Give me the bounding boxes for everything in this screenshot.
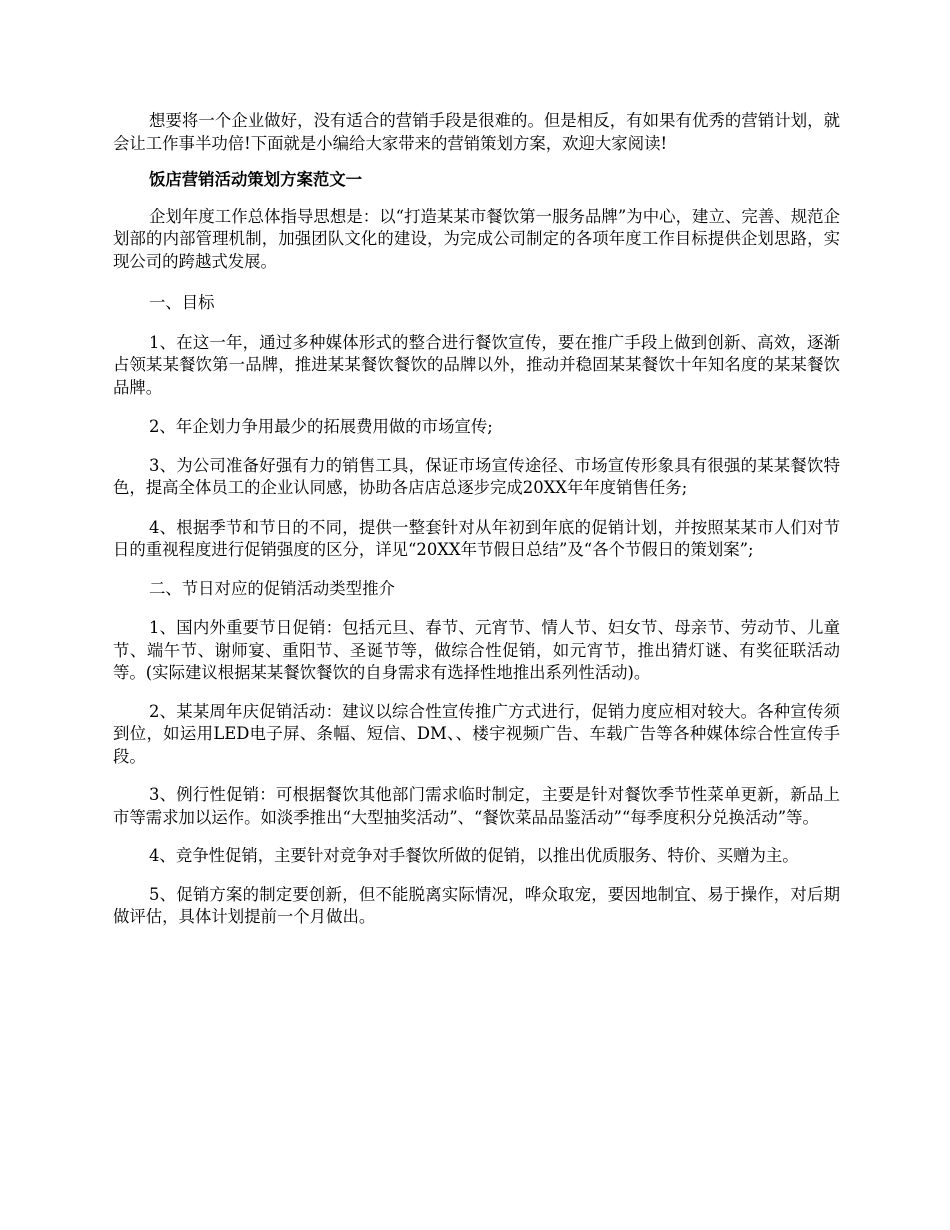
guideline-paragraph: 企划年度工作总体指导思想是：以“打造某某市餐饮第一服务品牌”为中心，建立、完善、规范企划部的内部管理机制，加强团队文化的建设，为完成公司制定的各项年度工作目标提供企划思路，实现公司的跨越式发展。 <box>113 206 840 271</box>
goal-item-1: 1、在这一年，通过多种媒体形式的整合进行餐饮宣传，要在推广手段上做到创新、高效，逐渐占领某某餐饮第一品牌，推进某某餐饮餐饮的品牌以外，推动并稳固某某餐饮十年知名度的某某餐饮品牌。 <box>113 332 840 397</box>
goal-item-3: 3、为公司准备好强有力的销售工具，保证市场宣传途径、市场宣传形象具有很强的某某餐饮特色，提高全体员工的企业认同感，协助各店店总逐步完成20XX年年度销售任务; <box>113 455 840 497</box>
goal-item-4: 4、根据季节和节日的不同，提供一整套针对从年初到年底的促销计划，并按照某某市人们对节日的重视程度进行促销强度的区分，详见“20XX年节假日总结”及“各个节假日的策划案”; <box>113 517 840 559</box>
promo-item-5: 5、促销方案的制定要创新，但不能脱离实际情况，哗众取宠，要因地制宜、易于操作，对后期做评估，具体计划提前一个月做出。 <box>113 884 840 926</box>
section-heading-goal: 一、目标 <box>149 293 215 312</box>
document-title: 饭店营销活动策划方案范文一 <box>149 170 363 189</box>
promo-item-2: 2、某某周年庆促销活动：建议以综合性宣传推广方式进行，促销力度应相对较大。各种宣传须到位，如运用LED电子屏、条幅、短信、DM、、楼宇视频广告、车载广告等各种媒体综合性宣传手段。 <box>113 701 840 766</box>
intro-paragraph: 想要将一个企业做好，没有适合的营销手段是很难的。但是相反，有如果有优秀的营销计划，就会让工作事半功倍!下面就是小编给大家带来的营销策划方案，欢迎大家阅读! <box>113 111 840 153</box>
promo-item-4: 4、竞争性促销，主要针对竞争对手餐饮所做的促销，以推出优质服务、特价、买赠为主。 <box>149 846 799 865</box>
document-page <box>113 110 840 929</box>
section-heading-promo: 二、节日对应的促销活动类型推介 <box>149 578 395 598</box>
promo-item-3: 3、例行性促销：可根据餐饮其他部门需求临时制定，主要是针对餐饮季节性菜单更新，新品上市等需求加以运作。如淡季推出“大型抽奖活动”、“餐饮菜品品鉴活动”“每季度积分兑换活动”等。 <box>113 785 840 827</box>
goal-item-2: 2、年企划力争用最少的拓展费用做的市场宣传; <box>149 417 493 436</box>
promo-item-1: 1、国内外重要节日促销：包括元旦、春节、元宵节、情人节、妇女节、母亲节、劳动节、儿童节、端午节、谢师宴、重阳节、圣诞节等，做综合性促销，如元宵节，推出猜灯谜、有奖征联活动等。(实际建议根据某某餐饮餐饮的自身需求有选择性地推出系列性活动)。 <box>113 618 840 682</box>
